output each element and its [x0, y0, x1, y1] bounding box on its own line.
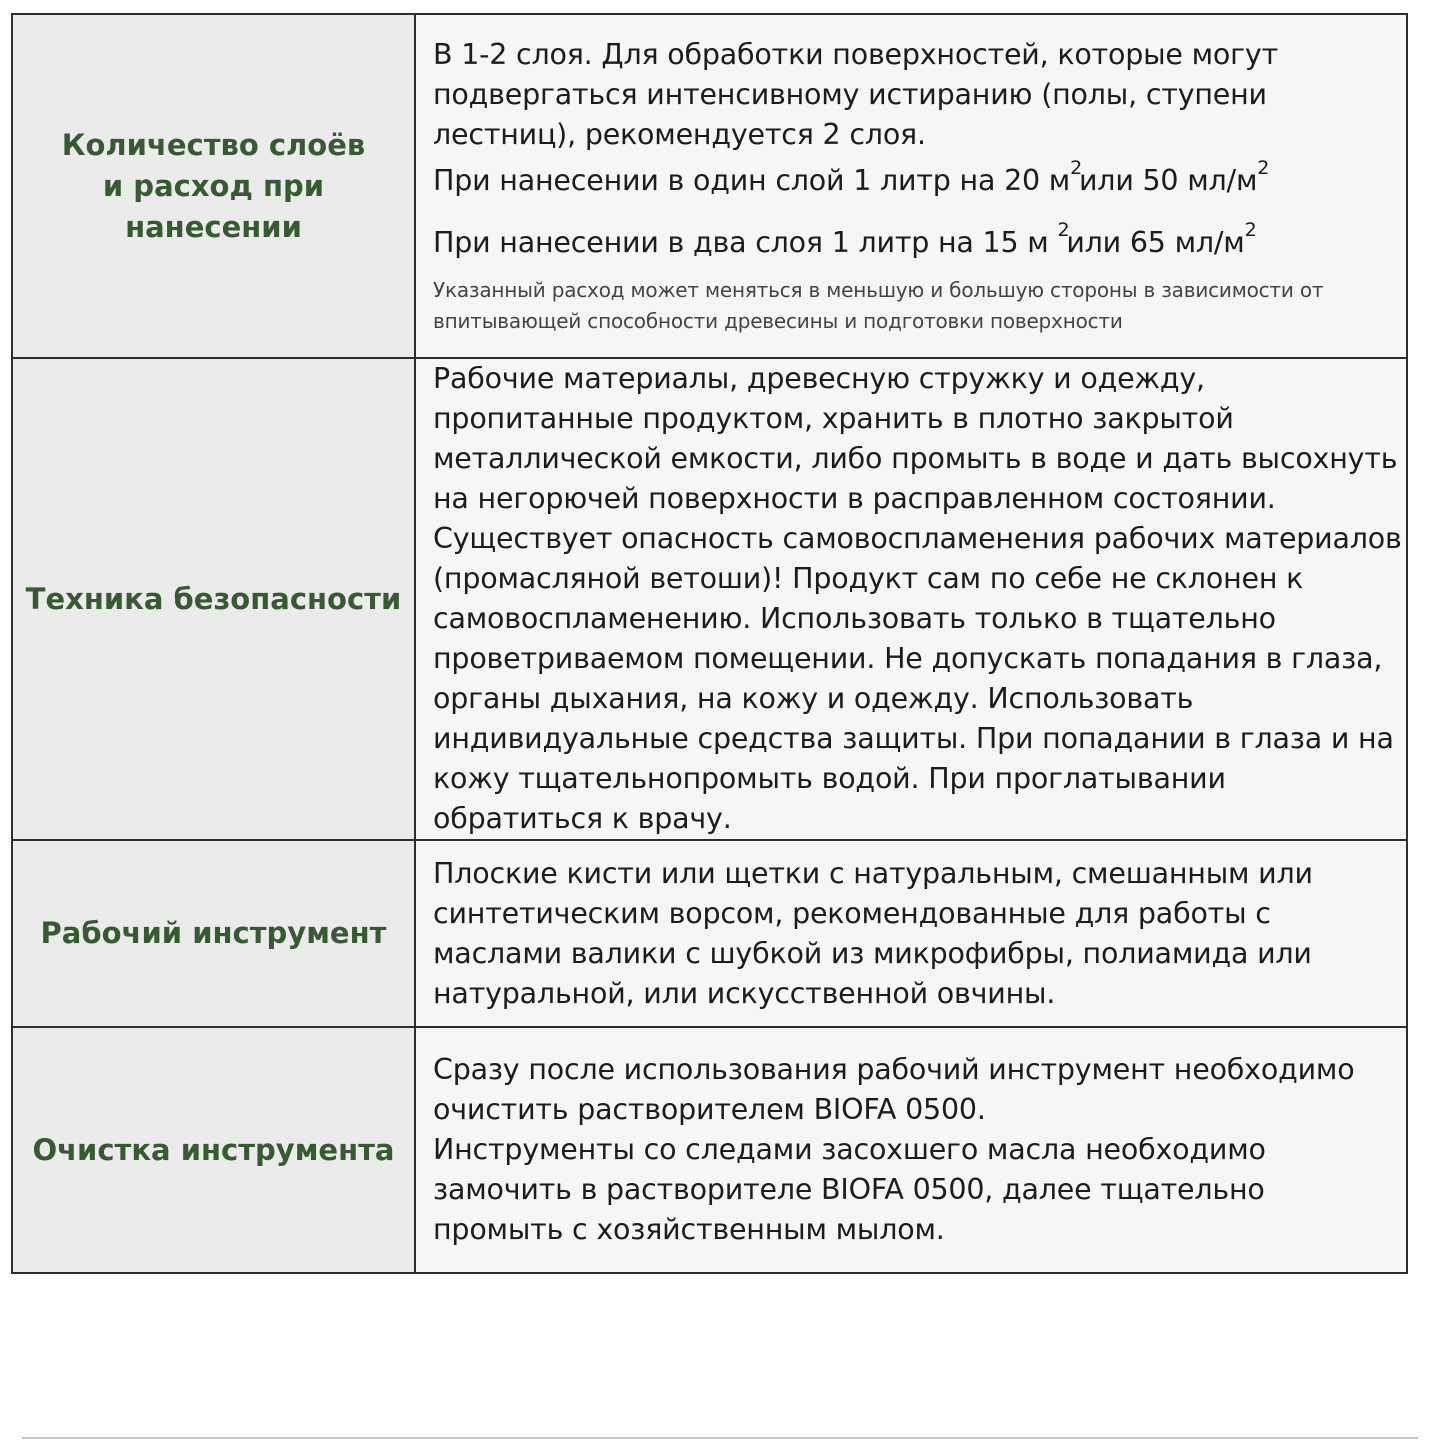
row-content-coats — [415, 14, 1407, 358]
double-coat-sup2: 2 — [1244, 218, 1257, 241]
row-content-tools — [415, 840, 1407, 1027]
tools-paragraph: Плоские кисти или щетки с натуральным, смешанным или синтетическим ворсом, рекомендованные для работы с маслами валики с шубкой из микрофибры, полиамида или натуральной, или искусственной овчины. — [433, 856, 1313, 1010]
table-row-cleaning — [12, 1027, 1407, 1273]
double-coat-text-b: или 65 мл/м — [1066, 226, 1245, 259]
table-row-coats — [12, 14, 1407, 358]
double-coat-line — [433, 218, 1402, 263]
double-coat-sup1: 2 — [1057, 218, 1070, 241]
coats-paragraph: В 1-2 слоя. Для обработки поверхностей, которые могут подвергаться интенсивному истиранию (полы, ступени лестниц), рекомендуется 2 слоя. — [433, 38, 1278, 151]
table-row-safety — [12, 358, 1407, 840]
safety-paragraph: Рабочие материалы, древесную стружку и одежду, пропитанные продуктом, хранить в плотно закрытой металлической емкости, либо промыть в воде и дать высохнуть на негорючей поверхности в расправленном состоянии. Существует опасность самовоспламенения рабочих материалов (промасляной ветоши)! Продукт сам по себе не склонен к самовоспламенению. Использовать только в тщательно проветриваемом помещении. Не допускать попадания в глаза, органы дыхания, на кожу и одежду. Использовать индивидуальные средства защиты. При попадании в глаза и на кожу тщательнопромыть водой. При проглатывании обратиться к врачу. — [433, 362, 1402, 835]
row-content-safety — [415, 358, 1407, 840]
row-label-cleaning: Очистка инструмента — [12, 1027, 415, 1273]
table-row-tools — [12, 840, 1407, 1027]
consumption-note: Указанный расход может меняться в меньшую и большую стороны в зависимости от впитывающей способности древесины и подготовки поверхности — [433, 278, 1324, 333]
single-coat-line — [433, 156, 1402, 201]
single-coat-sup2: 2 — [1257, 156, 1270, 179]
row-label-tools: Рабочий инструмент — [12, 840, 415, 1027]
spec-table — [11, 13, 1408, 1274]
row-label-coats-line1: Количество слоёв — [61, 127, 366, 162]
single-coat-text-a: При нанесении в один слой 1 литр на 20 м — [433, 164, 1071, 197]
cleaning-paragraph-1: Сразу после использования рабочий инструмент необходимо очистить растворителем BIOFA 0500. — [433, 1053, 1355, 1126]
single-coat-sup1: 2 — [1070, 156, 1082, 179]
row-content-cleaning — [415, 1027, 1407, 1273]
footer-divider — [22, 1437, 1418, 1439]
single-coat-text-b: или 50 мл/м — [1078, 164, 1258, 197]
row-label-safety: Техника безопасности — [12, 358, 415, 840]
row-label-coats-line2: и расход при нанесении — [102, 168, 325, 244]
double-coat-text-a: При нанесении в два слоя 1 литр на 15 м — [433, 226, 1058, 259]
cleaning-paragraph-2: Инструменты со следами засохшего масла необходимо замочить в растворителе BIOFA 0500, далее тщательно промыть с хозяйственным мылом. — [433, 1133, 1266, 1246]
row-label-coats — [12, 14, 415, 358]
